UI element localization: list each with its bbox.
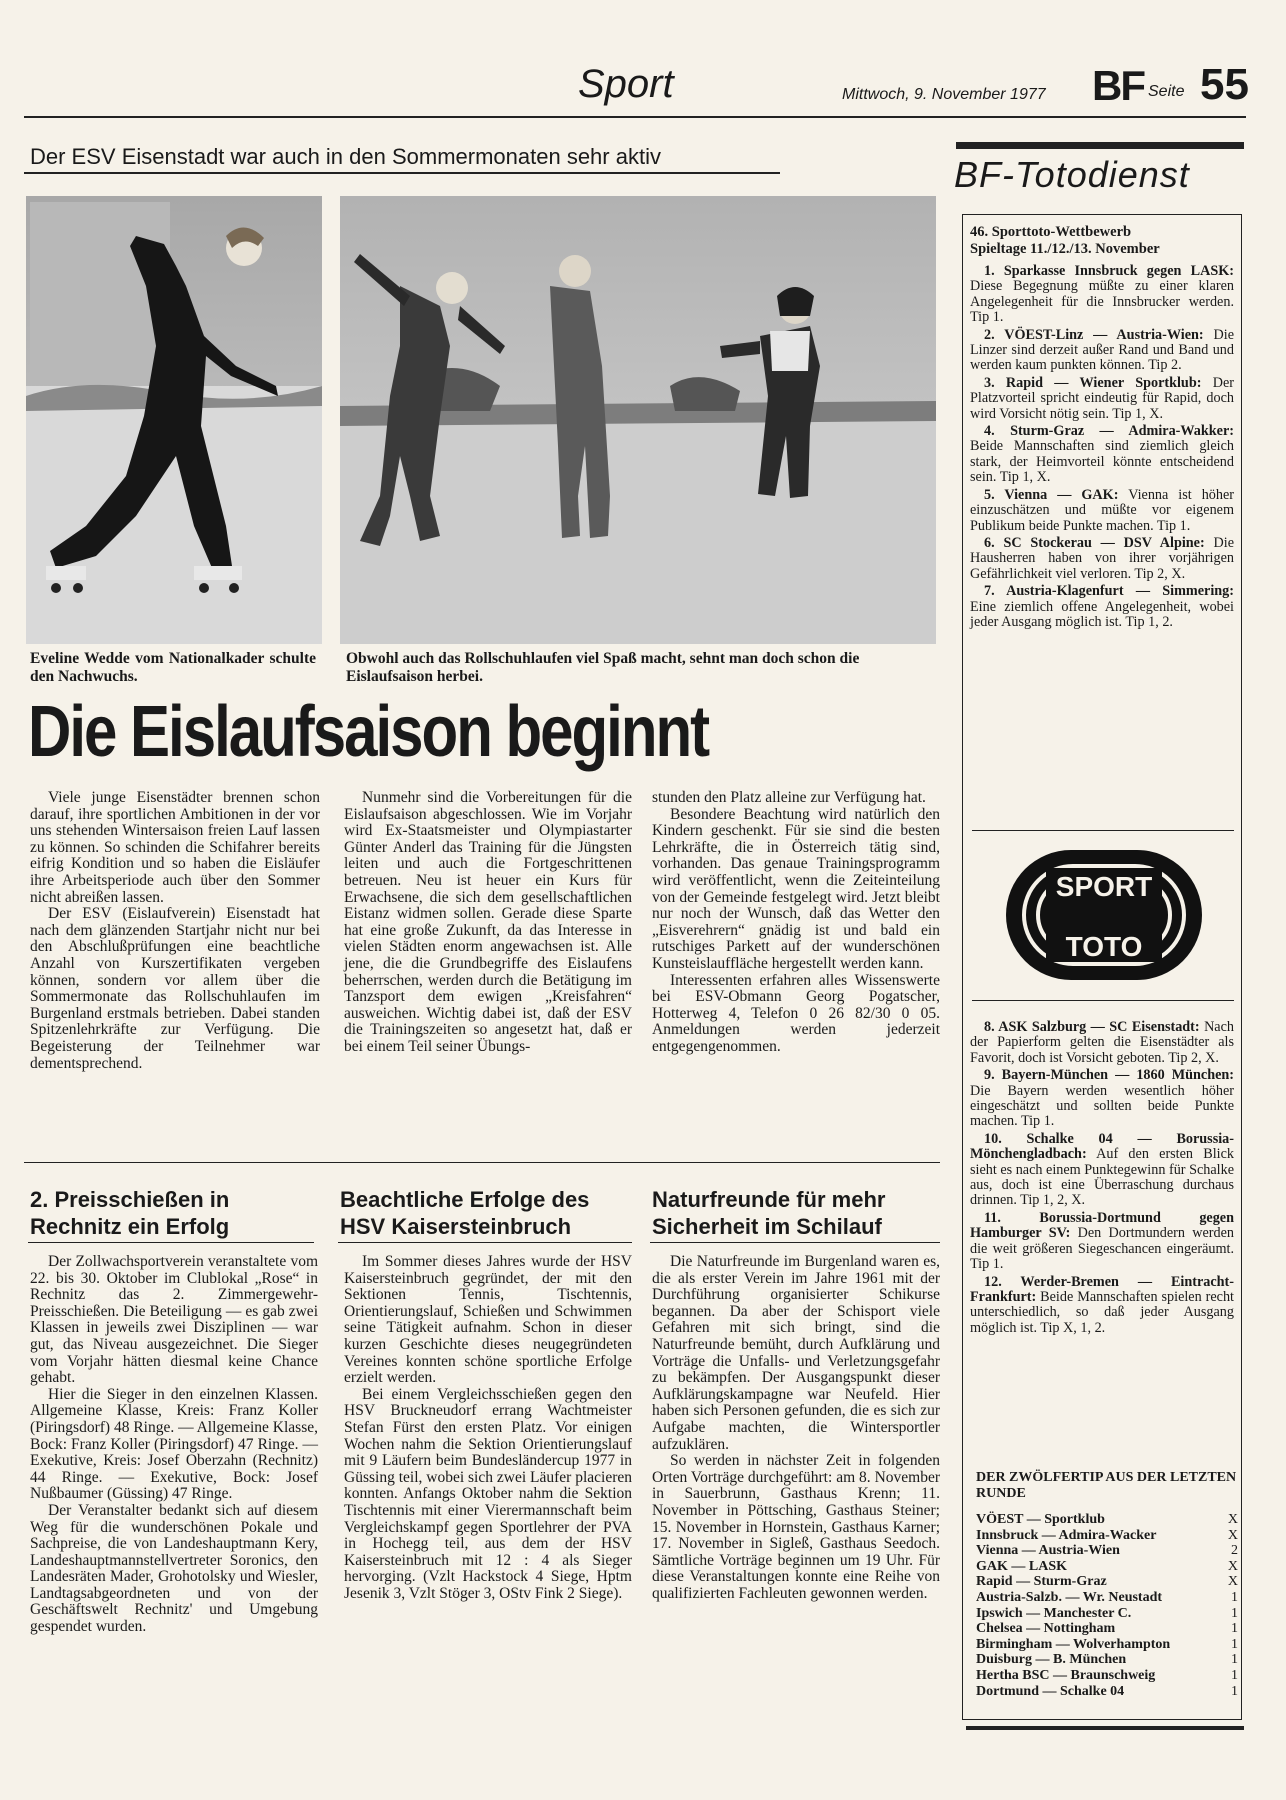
result-match: Ipswich — Manchester C.	[976, 1605, 1132, 1621]
article-kicker: Der ESV Eisenstadt war auch in den Sommermonaten sehr aktiv	[30, 144, 661, 169]
table-row	[976, 1512, 1238, 1528]
article-2-para: Bei einem Vergleichsschießen gegen den HSV Bruckneudorf errang Wachtmeister Stefan Fürst den ersten Platz. Vor einigen Wochen nahm die Sektion Orientierungslauf mit 9 Läufern beim Bundesländercup 1977 in Güssing teil, wobei sich zwei Läufer placieren konnten. Anfangs Oktober nahm die Sektion Tischtennis mit einer Vierermannschaft beim Vergleichskampf gegen Sportlehrer der PVA in Hochegg teil, aus dem der HSV Kaisersteinbruch mit 12 : 4 als Sieger hervorging. (Vzlt Hackstock 4 Siege, Hptm Jesenik 3, Vzlt Stöger 3, OStv Fink 2 Siege).	[344, 1385, 632, 1602]
toto-tip-text: Beide Mannschaften spielen recht unterschiedlich, so daß jeder Ausgang möglich ist. Tip X, 1, 2.	[970, 1288, 1235, 1336]
toto-tip-match: 10. Schalke 04 — Borussia-Mönchengladbach:	[970, 1130, 1234, 1163]
toto-tip	[970, 1211, 1234, 1273]
table-row	[976, 1543, 1238, 1559]
toto-tip	[970, 1275, 1234, 1337]
toto-tip	[970, 376, 1234, 422]
result-match: GAK — LASK	[976, 1558, 1068, 1574]
toto-results	[976, 1470, 1238, 1699]
article-2-body	[344, 1254, 632, 1602]
article-3-para: Die Naturfreunde im Burgenland waren es, die als erster Verein im Jahre 1961 mit der Durchführung organisierter Schikurse begannen. Da aber der Schisport viele Gefahren mit sich bringt, sind die Naturfreunde bemüht, durch Aufklärung und Vorträge die Unfalls- und Verletzungsgefahr zu bekämpfen. Der Ausgangspunkt dieser Aufklärungskampagne war Neufeld. Hier haben sich Personen gefunden, die es sich zur Aufgabe machten, die Wintersportler aufzuklären.	[652, 1253, 940, 1453]
table-row	[976, 1590, 1238, 1606]
page-number: 55	[1200, 60, 1249, 109]
section-title: Sport	[578, 62, 674, 106]
toto-tips-a	[970, 224, 1234, 632]
toto-tip-text: Den Dortmundern werden die weit größeren Siegeschancen eingeräumt. Tip 1.	[970, 1225, 1235, 1273]
toto-logo-rule-bottom	[972, 1000, 1234, 1001]
article-1-para: Der Zollwachsportverein veranstaltete vom 22. bis 30. Oktober im Clublokal „Rose“ in Rechnitz das 2. Zimmergewehr-Preisschießen. Die Beteiligung — es gab zwei Klassen in jeweils zwei Disziplinen — war gut, das Niveau ausgezeichnet. Die Sieger vom Vorjahr hätten diesmal keine Chance gehabt.	[30, 1253, 318, 1387]
main-col2-para: Nunmehr sind die Vorbereitungen für die Eislaufsaison abgeschlossen. Wie im Vorjahr wird Ex-Staatsmeister und Olympiastarter Günter Anderl das Training für die Jüngsten leiten und auch die Fortgeschrittenen betreuen. Neu ist heuer ein Kurs für Erwachsene, die sich dem gesellschaftlichen Eistanz widmen sollen. Gerade diese Sparte hat eine große Zukunft, da das Interesse in vielen Städten enorm angewachsen ist. Alle jene, die die Grundbegriffe des Eislaufens beherrschen, werden durch die Betätigung im Tanzsport dem ewigen „Kreisfahren“ ausweichen. Wichtig dabei ist, daß der ESV die Trainingszeiten so angesetzt hat, daß er bei einem Teil seiner Übungs-	[344, 789, 632, 1055]
table-row	[976, 1559, 1238, 1575]
toto-tip	[970, 424, 1234, 486]
toto-tip-match: 8. ASK Salzburg — SC Eisenstadt:	[984, 1019, 1200, 1035]
headline: Die Eislaufsaison beginnt	[28, 691, 709, 772]
result-match: Dortmund — Schalke 04	[976, 1683, 1125, 1699]
toto-tip	[970, 264, 1234, 326]
result-tip: X	[1227, 1527, 1238, 1543]
article-2-para: Im Sommer dieses Jahres wurde der HSV Kaisersteinbruch gegründet, der mit den Sektionen Tennis, Tischtennis, Orientierungslauf, Schießen und Schwimmen seine Tätigkeit aufnahm. Schon in dieser kurzen Geschichte dieses neugegründeten Vereines konnten schöne sportliche Erfolge erzielt werden.	[344, 1253, 632, 1387]
toto-bottom-bar	[966, 1726, 1244, 1730]
toto-tip-text: Nach der Papierform gelten die Eisenstädter als Favorit, doch ist Vorsicht geboten. Tip 2, X.	[970, 1019, 1234, 1066]
table-row	[976, 1528, 1238, 1544]
table-row	[976, 1606, 1238, 1622]
caption-left: Eveline Wedde vom Nationalkader schulte den Nachwuchs.	[30, 650, 316, 685]
toto-tip	[970, 1020, 1234, 1066]
logo-text-bottom: TOTO	[1065, 931, 1143, 962]
toto-tip-match: 1. Sparkasse Innsbruck gegen LASK:	[984, 263, 1234, 279]
main-col1-para: Der ESV (Eislaufverein) Eisenstadt hat nach dem glänzenden Startjahr nicht nur bei den Abschlußprüfungen eine beachtliche Anzahl von Kurszertifikaten vergeben können, sondern vor allem über die Sommermonate das Rollschuhlaufen im Burgenland erstmals betrieben. Dabei standen Spitzenlehrkräfte zur Verfügung. Die Begeisterung der Teilnehmer war dementsprechend.	[30, 905, 320, 1072]
table-row	[976, 1652, 1238, 1668]
toto-tip-text: Auf den ersten Blick sieht es nach einem Punktegewinn für Schalke aus, doch ist eine Überraschung durchaus drinnen. Tip 1, 2, X.	[970, 1146, 1234, 1209]
table-row	[976, 1574, 1238, 1590]
toto-tip-match: 7. Austria-Klagenfurt — Simmering:	[984, 583, 1234, 600]
result-match: Innsbruck — Admira-Wacker	[976, 1527, 1157, 1543]
toto-tip-text: Der Platzvorteil spricht eindeutig für Rapid, doch wird Vorsicht nötig sein. Tip 1, X.	[970, 374, 1235, 422]
article-3-body	[652, 1254, 940, 1602]
toto-tip	[970, 1068, 1234, 1130]
main-col3-para: stunden den Platz alleine zur Verfügung hat.	[652, 789, 926, 806]
toto-tip-match: 12. Werder-Bremen — Eintracht-Frankfurt:	[970, 1273, 1234, 1305]
toto-tip-text: Die Bayern werden wesentlich höher eingeschätzt und sollten beide Punkte machen. Tip 1.	[970, 1082, 1234, 1130]
table-row	[976, 1668, 1238, 1684]
toto-tip-text: Diese Begegnung müßte zu einer klaren Angelegenheit für die Innsbrucker werden. Tip 1.	[970, 278, 1234, 326]
toto-tip-match: 6. SC Stockerau — DSV Alpine:	[984, 534, 1205, 551]
main-article-col-1	[30, 790, 320, 1072]
result-match: VÖEST — Sportklub	[976, 1512, 1105, 1527]
article-3-title-rule	[650, 1242, 940, 1243]
result-match: Hertha BSC — Braunschweig	[976, 1667, 1156, 1683]
table-row	[976, 1637, 1238, 1653]
masthead-rule	[24, 116, 1246, 118]
main-col3-para: Besondere Beachtung wird natürlich den Kindern geschenkt. Für sie sind die besten Lehrkräfte, die in Österreich tätig sind, vorhanden. Das genaue Trainingsprogramm wird veröffentlicht, wenn die Zeiteinteilung von der Gemeinde festgelegt wird. Jetzt bleibt nur noch der Wunsch, daß das Wetter den „Eisverehrern“ gnädig ist und bald ein rutschiges Parkett auf der wunderschönen Kunsteislauffläche hergestellt werden kann.	[652, 805, 940, 972]
toto-tip	[970, 584, 1234, 630]
article-1-title: 2. Preisschießen in Rechnitz ein Erfolg	[30, 1187, 230, 1239]
toto-tip-match: 11. Borussia-Dortmund gegen Hamburger SV:	[970, 1209, 1234, 1242]
result-tip: 1	[1231, 1652, 1238, 1668]
result-tip: 1	[1231, 1667, 1238, 1683]
toto-logo-rule-top	[972, 830, 1234, 831]
table-row	[976, 1684, 1238, 1700]
toto-tip-match: 4. Sturm-Graz — Admira-Wakker:	[984, 423, 1234, 440]
result-tip: X	[1227, 1574, 1238, 1590]
main-col3-para: Interessenten erfahren alles Wissenswerte bei ESV-Obmann Georg Pogatscher, Hotterweg 4, Telefon 0 26 82/30 0 05. Anmeldungen werden jederzeit entgegengenommen.	[652, 971, 940, 1055]
toto-tip-match: 3. Rapid — Wiener Sportklub:	[984, 374, 1202, 391]
result-tip: 1	[1231, 1636, 1238, 1652]
issue-date: Mittwoch, 9. November 1977	[842, 86, 1046, 103]
result-tip: 1	[1231, 1589, 1238, 1605]
result-match: Duisburg — B. München	[976, 1652, 1127, 1668]
toto-heading-line-1: 46. Sporttoto-Wettbewerb	[970, 224, 1132, 240]
toto-tip-match: 5. Vienna — GAK:	[984, 486, 1119, 503]
toto-tips-b	[970, 1020, 1234, 1338]
page-label: Seite	[1148, 83, 1185, 100]
caption-right: Obwohl auch das Rollschuhlaufen viel Spaß macht, sehnt man doch schon die Eislaufsaison herbei.	[346, 650, 860, 685]
result-tip: 1	[1231, 1683, 1238, 1699]
article-1-title-rule	[28, 1242, 314, 1243]
main-article-col-3	[652, 790, 940, 1056]
article-1-para: Der Veranstalter bedankt sich auf diesem Weg für die wunderschönen Pokale und Sachpreise, die von Landeshauptmann Kery, Landeshauptmannstellvertreter Soronics, den Landesräten Mader, Grohotolsky und Wiesler, Landtagsabgeordneten und von der Geschäftswelt Rechnitz' und Umgebung gespendet wurden.	[30, 1501, 318, 1636]
photo-eveline-wedde	[26, 196, 322, 644]
result-tip: X	[1227, 1558, 1238, 1574]
result-tip: 1	[1231, 1605, 1238, 1621]
result-match: Chelsea — Nottingham	[976, 1621, 1116, 1637]
toto-tip-text: Die Hausherren haben von ihrer vorjährigen Gefährlichkeit viel verloren. Tip 2, X.	[970, 534, 1234, 582]
result-match: Birmingham — Wolverhampton	[976, 1636, 1171, 1652]
toto-title: BF-Totodienst	[954, 154, 1190, 195]
result-match: Austria-Salzb. — Wr. Neustadt	[976, 1589, 1163, 1605]
toto-top-bar	[956, 142, 1244, 149]
table-row	[976, 1621, 1238, 1637]
main-col1-para: Viele junge Eisenstädter brennen schon darauf, ihre sportlichen Ambitionen in der vor uns stehenden Wintersaison freien Lauf lassen zu können. So schinden die Schifahrer bereits eifrig Kondition und so haben die Eisläufer ihre Arbeitsperiode auch über den Sommer nicht abreißen lassen.	[30, 789, 320, 906]
kicker-rule	[24, 172, 780, 174]
toto-tip-match: 2. VÖEST-Linz — Austria-Wien:	[984, 326, 1204, 343]
toto-tip	[970, 536, 1234, 582]
results-table	[976, 1512, 1238, 1699]
sport-toto-logo	[1002, 846, 1206, 984]
toto-tip-text: Eine ziemlich offene Angelegenheit, wobei jeder Ausgang möglich ist. Tip 1, 2.	[970, 598, 1234, 630]
paper-logo: BF	[1092, 62, 1144, 109]
main-article-col-2	[344, 790, 632, 1056]
article-3-title: Naturfreunde für mehr Sicherheit im Schilauf	[652, 1187, 886, 1239]
toto-tip	[970, 328, 1234, 374]
article-2-title-rule	[338, 1242, 632, 1243]
toto-tip-text: Vienna ist höher einzuschätzen und müßte vor eigenem Publikum beide Punkte machen. Tip 1.	[970, 486, 1235, 534]
photo-roller-skating-children	[340, 196, 936, 644]
article-1-body	[30, 1254, 318, 1636]
toto-heading	[970, 224, 1234, 258]
section-divider	[24, 1162, 940, 1163]
logo-text-top: SPORT	[1055, 871, 1153, 902]
result-tip: 2	[1231, 1543, 1238, 1559]
article-3-para: So werden in nächster Zeit in folgenden Orten Vorträge durchgeführt: am 8. November in Sauerbrunn, Gasthaus Krenn; 11. November in Pöttsching, Gasthaus Steiner; 15. November in Hornstein, Gasthaus Karner; 17. November in Sigleß, Gasthaus Seedoch. Sämtliche Vorträge beginnen um 19 Uhr. Für diese Veranstaltungen konnte eine Reihe von qualifizierten Fachleuten gewonnen werden.	[652, 1452, 940, 1602]
result-match: Rapid — Sturm-Graz	[976, 1574, 1107, 1590]
article-1-para: Hier die Sieger in den einzelnen Klassen. Allgemeine Klasse, Kreis: Franz Koller (Piringsdorf) 48 Ringe. — Allgemeine Klasse, Bock: Franz Koller (Piringsdorf) 47 Ringe. — Exekutive, Kreis: Josef Oberzahn (Rechnitz) 44 Ringe. — Exekutive, Bock: Josef Nußbaumer (Güssing) 47 Ringe.	[30, 1385, 318, 1503]
result-tip: X	[1227, 1512, 1238, 1527]
toto-tip-match: 9. Bayern-München — 1860 München:	[984, 1067, 1234, 1084]
result-match: Vienna — Austria-Wien	[976, 1543, 1120, 1559]
result-tip: 1	[1231, 1621, 1238, 1637]
toto-tip	[970, 1132, 1234, 1209]
article-2-title: Beachtliche Erfolge des HSV Kaisersteinbruch	[340, 1187, 590, 1239]
toto-tip	[970, 488, 1234, 534]
results-title: DER ZWÖLFERTIP AUS DER LETZTEN RUNDE	[976, 1470, 1237, 1501]
toto-heading-line-2: Spieltage 11./12./13. November	[970, 241, 1160, 257]
toto-tip-text: Beide Mannschaften sind ziemlich gleich stark, der Heimvorteil könnte entscheidend sein. Tip 1, X.	[970, 438, 1234, 486]
toto-tip-text: Die Linzer sind derzeit außer Rand und Band und werden kaum punkten können. Tip 2.	[970, 326, 1234, 374]
